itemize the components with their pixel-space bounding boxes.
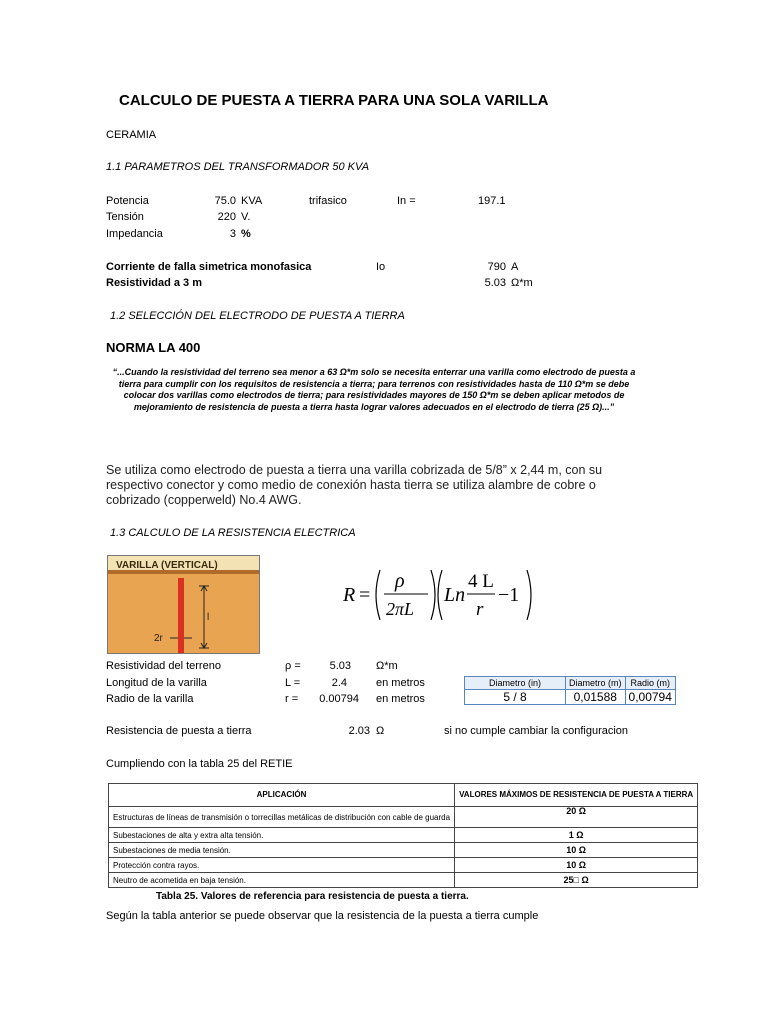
project-name: CERAMIA xyxy=(106,129,157,141)
param-symbol-l: L = xyxy=(285,677,301,689)
rod-radius-label: 2r xyxy=(154,633,163,644)
diameter-table xyxy=(464,676,676,705)
section-heading-transformer: 1.1 PARAMETROS DEL TRANSFORMADOR 50 KVA xyxy=(106,161,370,173)
falla-unit: A xyxy=(511,261,519,273)
section-heading-resistencia: 1.3 CALCULO DE LA RESISTENCIA ELECTRICA xyxy=(110,527,356,539)
resistividad-label: Resistividad a 3 m xyxy=(106,277,202,289)
formula-2pil: 2πL xyxy=(386,599,415,619)
resistance-formula xyxy=(340,560,540,630)
rod-length-label: l xyxy=(207,612,210,623)
param-label-longitud: Longitud de la varilla xyxy=(106,677,207,689)
diameter-header-m: Diametro (m) xyxy=(566,677,626,690)
retie-table xyxy=(108,783,698,888)
impedancia-value: 3 xyxy=(229,228,236,240)
formula-equals: = xyxy=(359,584,371,606)
retie-intro: Cumpliendo con la tabla 25 del RETIE xyxy=(106,758,293,770)
electrodo-description: Se utiliza como electrodo de puesta a tierra una varilla cobrizada de 5/8” x 2,44 m, con su respectivo conector y como medio de conexión hasta tierra se utiliza alambre de cobre o cobrizado (copperweld) No.4 AWG. xyxy=(106,463,603,507)
resistencia-value: 2.03 xyxy=(348,725,370,737)
in-label: In = xyxy=(397,195,416,207)
rod-diagram xyxy=(107,555,260,654)
impedancia-label: Impedancia xyxy=(106,228,163,240)
retie-app: Neutro de acometida en baja tensión. xyxy=(109,873,455,888)
param-value-rho: 5.03 xyxy=(329,660,351,672)
falla-label: Corriente de falla simetrica monofasica xyxy=(106,261,312,273)
retie-header-aplicacion: APLICACIÓN xyxy=(109,784,455,807)
retie-table-caption: Tabla 25. Valores de referencia para resistencia de puesta a tierra. xyxy=(156,891,469,902)
table-row xyxy=(109,843,698,858)
table-row xyxy=(109,807,698,828)
potencia-label: Potencia xyxy=(106,195,149,207)
diameter-value-m: 0,01588 xyxy=(566,690,626,705)
formula-minus-one: −1 xyxy=(498,584,520,606)
formula-r-denominator: r xyxy=(476,599,484,620)
param-value-l: 2.4 xyxy=(331,677,347,689)
retie-app: Subestaciones de media tensión. xyxy=(109,843,455,858)
tipo-transformador: trifasico xyxy=(309,195,347,207)
potencia-value: 75.0 xyxy=(214,195,236,207)
resistividad-value: 5.03 xyxy=(484,277,506,289)
norma-title: NORMA LA 400 xyxy=(106,340,201,355)
formula-rho: ρ xyxy=(395,570,405,592)
param-symbol-rho: ρ = xyxy=(285,660,301,672)
table-row xyxy=(109,873,698,888)
tension-unit: V. xyxy=(241,211,251,223)
radius-header-m: Radio (m) xyxy=(625,677,675,690)
norma-quote: “...Cuando la resistividad del terreno sea menor a 63 Ω*m solo se necesita enterrar una varilla como electrodo de puesta a tierra para cumplir con los requisitos de resistencia a tierra; para terrenos con resistividades hasta de 110 Ω*m se debe colocar dos varillas como electrodos de tierra; para resistividades mayores de 150 Ω*m se deben aplicar metodos de mejoramiento de resistencia de puesta a tierra hasta lograr valores adecuados en el electrodo de tierra (25 Ω)...” xyxy=(112,367,636,412)
resistencia-nota: si no cumple cambiar la configuracion xyxy=(444,725,629,737)
retie-val: 1 Ω xyxy=(455,828,698,843)
diameter-value-in: 5 / 8 xyxy=(465,690,566,705)
retie-app: Subestaciones de alta y extra alta tensión. xyxy=(109,828,455,843)
table-row xyxy=(109,828,698,843)
falla-value: 790 xyxy=(487,261,506,273)
tension-value: 220 xyxy=(217,211,236,223)
table-row xyxy=(109,858,698,873)
rod-diagram-graphic xyxy=(108,556,259,653)
param-label-radio: Radio de la varilla xyxy=(106,693,194,705)
falla-symbol: Io xyxy=(376,261,386,273)
tension-label: Tensión xyxy=(106,211,144,223)
retie-header-valores: VALORES MÁXIMOS DE RESISTENCIA DE PUESTA A TIERRA xyxy=(455,784,698,807)
in-value: 197.1 xyxy=(478,195,506,207)
param-unit-r: en metros xyxy=(376,693,425,705)
formula-r: R xyxy=(343,584,356,606)
impedancia-unit: % xyxy=(241,228,251,240)
retie-val: 20 Ω xyxy=(455,807,698,828)
rod-diagram-title: VARILLA (VERTICAL) xyxy=(116,560,218,571)
param-unit-l: en metros xyxy=(376,677,425,689)
resistencia-label: Resistencia de puesta a tierra xyxy=(106,725,252,737)
retie-val: 10 Ω xyxy=(455,858,698,873)
conclusion-text: Según la tabla anterior se puede observar que la resistencia de la puesta a tierra cumple xyxy=(106,910,539,922)
radius-value-m: 0,00794 xyxy=(625,690,675,705)
section-heading-electrodo: 1.2 SELECCIÓN DEL ELECTRODO DE PUESTA A TIERRA xyxy=(110,310,405,322)
retie-app: Protección contra rayos. xyxy=(109,858,455,873)
diameter-header-in: Diametro (in) xyxy=(465,677,566,690)
page-title: CALCULO DE PUESTA A TIERRA PARA UNA SOLA VARILLA xyxy=(119,92,549,109)
retie-val: 25□ Ω xyxy=(455,873,698,888)
formula-4l: 4 L xyxy=(468,571,494,592)
resistividad-unit: Ω*m xyxy=(511,277,533,289)
param-label-resistividad: Resistividad del terreno xyxy=(106,660,221,672)
param-unit-rho: Ω*m xyxy=(376,660,398,672)
retie-app: Estructuras de líneas de transmisión o torrecillas metálicas de distribución con cable de guarda xyxy=(109,807,455,828)
param-symbol-r: r = xyxy=(285,693,299,705)
potencia-unit: KVA xyxy=(241,195,263,207)
resistencia-unit: Ω xyxy=(376,725,385,737)
formula-ln: Ln xyxy=(444,584,466,606)
param-value-r: 0.00794 xyxy=(319,693,359,705)
retie-val: 10 Ω xyxy=(455,843,698,858)
